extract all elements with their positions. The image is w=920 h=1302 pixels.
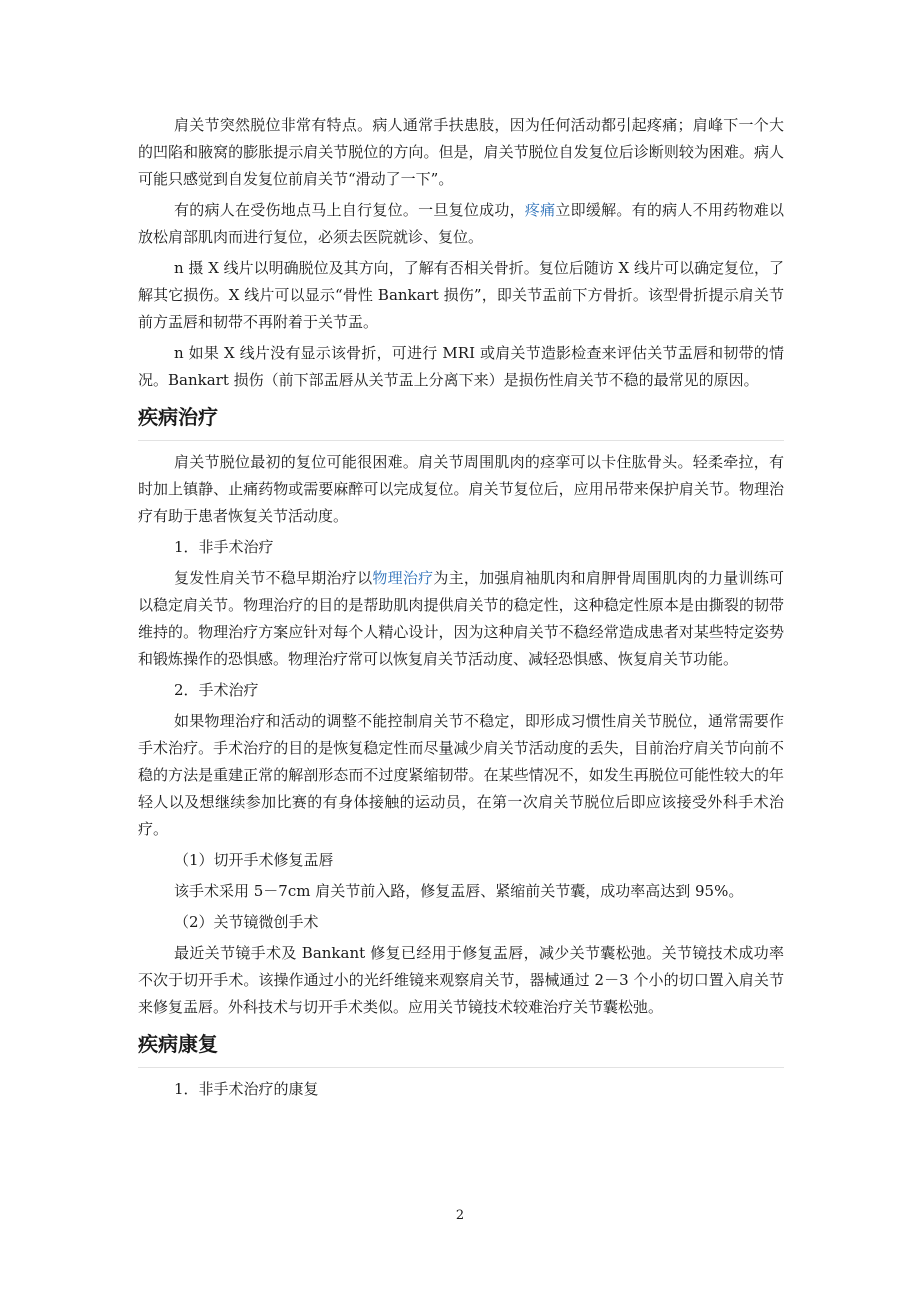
physical-therapy-link[interactable]: 物理治疗 <box>372 569 434 587</box>
paragraph: 该手术采用 5－7cm 肩关节前入路，修复盂唇、紧缩前关节囊，成功率高达到 95%。 <box>174 882 744 900</box>
list-item: 1．非手术治疗 <box>174 538 274 556</box>
paragraph <box>138 197 784 251</box>
section-heading-treatment: 疾病治疗 <box>138 402 784 441</box>
paragraph: 肩关节突然脱位非常有特点。病人通常手扶患肢，因为任何活动都引起疼痛；肩峰下一个大的凹陷和腋窝的膨胀提示肩关节脱位的方向。但是，肩关节脱位自发复位后诊断则较为困难。病人可能只感觉到自发复位前肩关节“滑动了一下”。 <box>138 116 784 188</box>
paragraph-text: 立即缓解。有的病人不用药物难以放松肩部肌肉而进行复位，必须去医院就诊、复位。 <box>138 201 784 246</box>
pain-link[interactable]: 疼痛 <box>524 201 556 219</box>
sub-item: （2）关节镜微创手术 <box>174 913 319 931</box>
paragraph: 如果物理治疗和活动的调整不能控制肩关节不稳定，即形成习惯性肩关节脱位，通常需要作手术治疗。手术治疗的目的是恢复稳定性而尽量减少肩关节活动度的丢失，目前治疗肩关节向前不稳的方法是重建正常的解剖形态而不过度紧缩韧带。在某些情况不，如发生再脱位可能性较大的年轻人以及想继续参加比赛的有身体接触的运动员，在第一次肩关节脱位后即应该接受外科手术治疗。 <box>138 712 784 838</box>
list-item: 1．非手术治疗的康复 <box>174 1080 319 1098</box>
paragraph-text: 有的病人在受伤地点马上自行复位。一旦复位成功， <box>174 201 525 219</box>
section-heading-rehab: 疾病康复 <box>138 1029 784 1068</box>
paragraph: 最近关节镜手术及 Bankant 修复已经用于修复盂唇，减少关节囊松弛。关节镜技术成功率不次于切开手术。该操作通过小的光纤维镜来观察肩关节，器械通过 2－3 个小的切口置入肩关节来修复盂唇。外科技术与切开手术类似。应用关节镜技术较难治疗关节囊松弛。 <box>138 944 784 1016</box>
page-number: 2 <box>455 1208 465 1223</box>
paragraph: n 如果 X 线片没有显示该骨折，可进行 MRI 或肩关节造影检查来评估关节盂唇和韧带的情况。Bankart 损伤（前下部盂唇从关节盂上分离下来）是损伤性肩关节不稳的最常见的原因。 <box>138 344 784 389</box>
sub-item: （1）切开手术修复盂唇 <box>174 851 334 869</box>
paragraph-text: 为主，加强肩袖肌肉和肩胛骨周围肌肉的力量训练可以稳定肩关节。物理治疗的目的是帮助肌肉提供肩关节的稳定性，这种稳定性原本是由撕裂的韧带维持的。物理治疗方案应针对每个人精心设计，因为这种肩关节不稳经常造成患者对某些特定姿势和锻炼操作的恐惧感。物理治疗常可以恢复肩关节活动度、减轻恐惧感、恢复肩关节功能。 <box>138 569 784 668</box>
paragraph <box>138 565 784 673</box>
paragraph-text: 复发性肩关节不稳早期治疗以 <box>174 569 373 587</box>
paragraph: n 摄 X 线片以明确脱位及其方向，了解有否相关骨折。复位后随访 X 线片可以确定复位，了解其它损伤。X 线片可以显示“骨性 Bankart 损伤”，即关节盂前下方骨折。该型骨折提示肩关节前方盂唇和韧带不再附着于关节盂。 <box>138 259 784 331</box>
paragraph: 肩关节脱位最初的复位可能很困难。肩关节周围肌肉的痉挛可以卡住肱骨头。轻柔牵拉，有时加上镇静、止痛药物或需要麻醉可以完成复位。肩关节复位后，应用吊带来保护肩关节。物理治疗有助于患者恢复关节活动度。 <box>138 453 784 525</box>
list-item: 2．手术治疗 <box>174 681 259 699</box>
document-page <box>138 112 784 1107</box>
